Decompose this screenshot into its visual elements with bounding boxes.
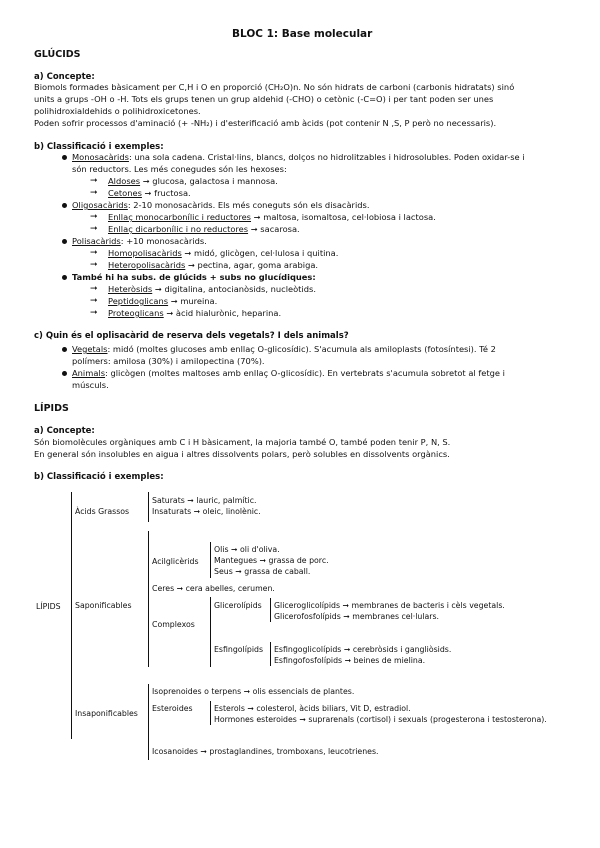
list-item [108, 188, 191, 199]
term-animals: Animals [72, 368, 106, 378]
term-monosacarids: Monosacàrids [72, 152, 129, 162]
tree-node-saponificables: Saponificables [75, 601, 132, 610]
tree-leaf-esterols: Esterols ➞ colesterol, àcids biliars, Vit D, estradiol. [214, 704, 411, 713]
term-peptidoglicans: Peptidoglicans [108, 296, 169, 306]
bullet-icon [62, 371, 67, 376]
glucids-reserva-heading: c) Quin és el oplisacàrid de reserva dels vegetals? I dels animals? [34, 331, 349, 341]
tree-bracket [210, 701, 211, 725]
tree-leaf-saturats: Saturats ➞ lauric, palmític. [152, 496, 257, 505]
tree-leaf-insaturats: Insaturats ➞ oleic, linolènic. [152, 507, 261, 516]
heteropolisacarids-text: ➞ pectina, agar, goma arabiga. [185, 260, 319, 270]
arrow-right-icon: ➞ [90, 260, 98, 270]
tree-bracket [210, 597, 211, 667]
tree-bracket [270, 598, 271, 622]
homopolisacarids-text: ➞ midó, glicògen, cel·lulosa i quitina. [181, 248, 339, 258]
tree-bracket [148, 531, 149, 667]
bullet-icon [62, 347, 67, 352]
list-item [108, 212, 436, 223]
tree-bracket [210, 542, 211, 578]
arrow-right-icon: ➞ [90, 284, 98, 294]
arrow-right-icon: ➞ [90, 224, 98, 234]
tree-bracket [148, 684, 149, 760]
list-item [108, 224, 300, 235]
tree-bracket [148, 492, 149, 522]
oligosacarids-text: : 2-10 monosacàrids. Els més coneguts són els disacàrids. [127, 200, 370, 210]
glucids-heading: GLÚCIDS [34, 49, 81, 60]
tree-leaf-esfingofosfolipids: Esfingofosfolípids ➞ beines de mielina. [274, 656, 426, 665]
list-item [108, 260, 318, 271]
term-proteoglicans: Proteoglicans [108, 308, 164, 318]
glucids-concepte-line: Poden sofrir processos d'aminació (+ -NH₂) i d'esterificació amb àcids (pot contenir N ,S, P però no necessaris). [34, 118, 497, 128]
vegetals-text: : midó (moltes glucoses amb enllaç O-glicosídic). S'acumula als amiloplasts (fotosíntesi). Té 2 [107, 344, 496, 354]
list-item [72, 152, 525, 163]
list-item [108, 308, 281, 319]
tree-node-glicerolipids: Glicerolípids [214, 601, 262, 610]
vegetals-text-cont: polímers: amilosa (30%) i amilopectina (70%). [72, 356, 265, 366]
page-title: BLOC 1: Base molecular [232, 28, 373, 40]
term-heteropolisacarids: Heteropolisacàrids [108, 260, 186, 270]
list-item [108, 284, 316, 295]
term-vegetals: Vegetals [72, 344, 108, 354]
arrow-right-icon: ➞ [90, 188, 98, 198]
tree-leaf-ceres: Ceres ➞ cera abelles, cerumen. [152, 584, 275, 593]
term-monocarbonilic: Enllaç monocarbonílic i reductores [108, 212, 252, 222]
tree-node-acilglicerids: Acilglicèrids [152, 557, 199, 566]
list-item [72, 344, 496, 355]
arrow-right-icon: ➞ [90, 308, 98, 318]
cetones-text: ➞ fructosa. [141, 188, 191, 198]
arrow-right-icon: ➞ [90, 212, 98, 222]
monosacarids-text: : una sola cadena. Cristal·lins, blancs, dolços no hidrolitzables i hidrosolubles. Poden oxidar-se i [128, 152, 525, 162]
term-dicarbonilic: Enllaç dicarbonílic i no reductores [108, 224, 249, 234]
tree-leaf-isoprenoides: Isoprenoides o terpens ➞ olis essencials de plantes. [152, 687, 355, 696]
tree-leaf-glicerofosfolipids: Glicerofosfolípids ➞ membranes cel·lulars. [274, 612, 440, 621]
term-heterosids: Heteròsids [108, 284, 153, 294]
list-item [108, 248, 338, 259]
bullet-icon [62, 275, 67, 280]
tree-leaf-olis: Olis ➞ oli d'oliva. [214, 545, 280, 554]
arrow-right-icon: ➞ [90, 248, 98, 258]
monosacarids-text-cont: són reductors. Les més conegudes són les hexoses: [72, 164, 287, 174]
heterosids-text: ➞ digitalina, antocianòsids, nucleòtids. [152, 284, 316, 294]
glucids-concepte-line: Biomols formades bàsicament per C,H i O en proporció (CH₂O)n. No són hidrats de carboni (carbonis hidratats) sinó [34, 82, 515, 92]
tree-node-esteroides: Esteroides [152, 704, 193, 713]
tree-leaf-gliceroglicolipids: Gliceroglicolípids ➞ membranes de bacteris i cèls vegetals. [274, 601, 505, 610]
animals-text-cont: músculs. [72, 380, 109, 390]
bullet-icon [62, 155, 67, 160]
list-item [108, 176, 278, 187]
list-item [108, 296, 217, 307]
list-item [72, 368, 505, 379]
bullet-icon [62, 239, 67, 244]
aldoses-text: ➞ glucosa, galactosa i mannosa. [140, 176, 278, 186]
lipids-concepte-line: En general són insolubles en aigua i altres dissolvents polars, però solubles en dissolvents orgànics. [34, 449, 450, 459]
glucids-concepte-heading: a) Concepte: [34, 72, 95, 82]
glucids-classificacio-heading: b) Classificació i exemples: [34, 142, 164, 152]
tree-root-label: LÍPIDS [36, 602, 61, 611]
peptidoglicans-text: ➞ mureina. [168, 296, 218, 306]
tree-leaf-seus: Seus ➞ grassa de caball. [214, 567, 311, 576]
list-item [72, 236, 207, 247]
term-homopolisacarids: Homopolisacàrids [108, 248, 182, 258]
list-item [72, 200, 370, 211]
tree-leaf-mantegues: Mantegues ➞ grassa de porc. [214, 556, 329, 565]
tree-node-esfingolipids: Esfingolípids [214, 645, 264, 654]
lipids-classificacio-heading: b) Classificació i exemples: [34, 472, 164, 482]
monocarbonilic-text: ➞ maltosa, isomaltosa, cel·lobiosa i lactosa. [251, 212, 436, 222]
list-item: També hi ha subs. de glúcids + subs no glucídiques: [72, 272, 316, 282]
tree-bracket [71, 492, 72, 739]
lipids-concepte-heading: a) Concepte: [34, 426, 95, 436]
bullet-icon [62, 203, 67, 208]
glucids-concepte-line: polihidroxialdehids o polihidroxicetones. [34, 106, 201, 116]
polisacarids-text: : +10 monosacàrids. [120, 236, 207, 246]
lipids-concepte-line: Són biomolècules orgàniques amb C i H bàsicament, la majoria també O, també poden tenir P, N, S. [34, 437, 451, 447]
glucids-concepte-line: units a grups -OH o -H. Tots els grups tenen un grup aldehid (-CHO) o cetònic (-C=O) i per tant poden ser unes [34, 94, 494, 104]
tree-leaf-icosanoides: Icosanoides ➞ prostaglandines, tromboxans, leucotrienes. [152, 747, 379, 756]
tree-node-acids-grassos: Àcids Grassos [75, 507, 130, 516]
arrow-right-icon: ➞ [90, 296, 98, 306]
dicarbonilic-text: ➞ sacarosa. [248, 224, 300, 234]
tree-node-insaponificables: Insaponificables [75, 709, 138, 718]
arrow-right-icon: ➞ [90, 176, 98, 186]
term-aldoses: Aldoses [108, 176, 141, 186]
tree-node-complexos: Complexos [152, 620, 195, 629]
tree-leaf-hormones: Hormones esteroides ➞ suprarenals (cortisol) i sexuals (progesterona i testosterona). [214, 715, 547, 724]
tree-leaf-esfingoglicolipids: Esfingoglicolípids ➞ cerebròsids i gangliòsids. [274, 645, 452, 654]
tree-bracket [270, 642, 271, 666]
animals-text: : glicògen (moltes maltoses amb enllaç O-glicosídic). En vertebrats s'acumula sobretot al fetge i [105, 368, 505, 378]
term-polisacarids: Polisacàrids [72, 236, 121, 246]
lipids-heading: LÍPIDS [34, 403, 69, 414]
term-oligosacarids: Oligosacàrids [72, 200, 128, 210]
term-cetones: Cetones [108, 188, 142, 198]
proteoglicans-text: ➞ àcid hialurònic, heparina. [163, 308, 282, 318]
